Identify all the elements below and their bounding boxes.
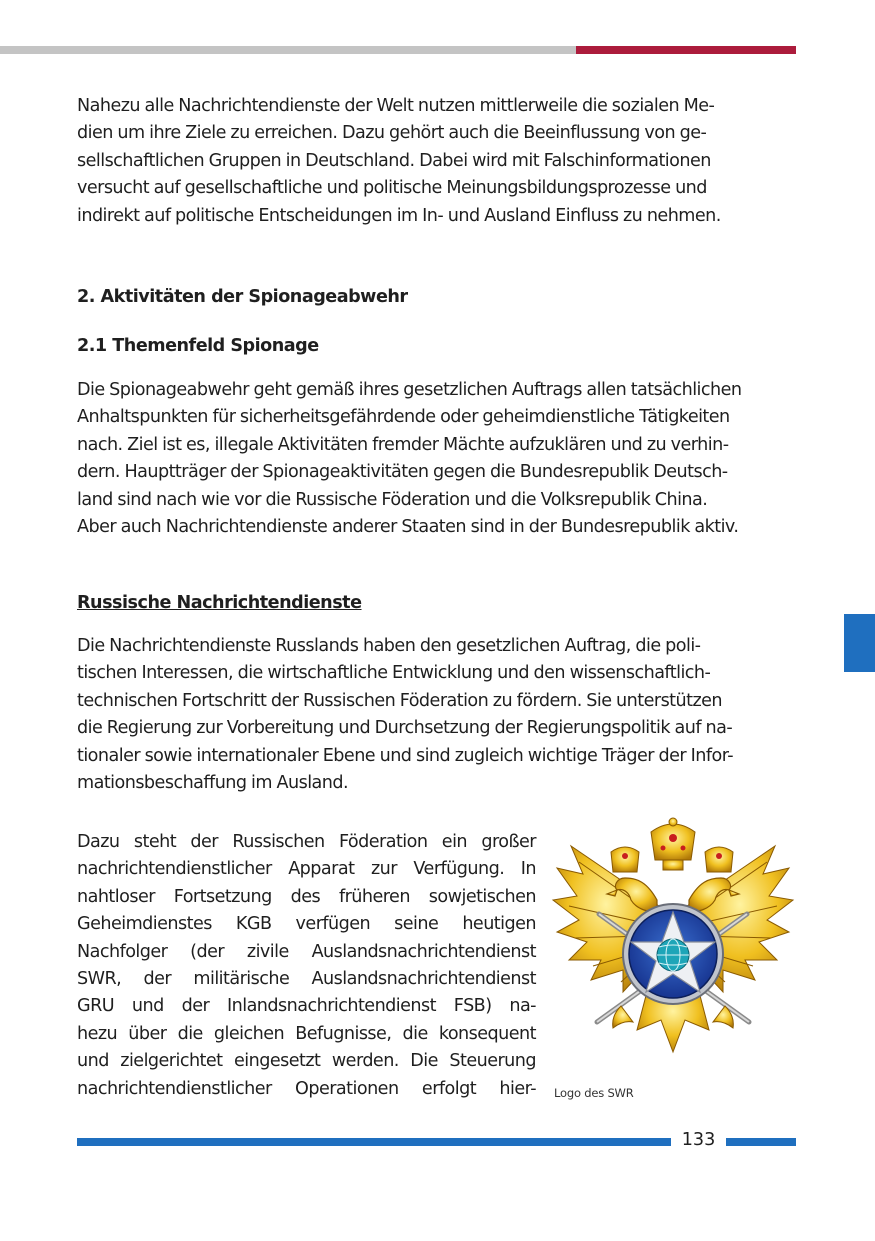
footer-rule-right bbox=[726, 1138, 796, 1146]
footer-rule-left bbox=[77, 1138, 671, 1146]
text-line: nach. Ziel ist es, illegale Aktivitäten fremder Mächte aufzuklären und zu verhin- bbox=[77, 434, 729, 455]
text-line: mationsbeschaffung im Ausland. bbox=[77, 773, 349, 794]
text-line: indirekt auf politische Entscheidungen im In- und Ausland Einfluss zu nehmen. bbox=[77, 205, 721, 226]
russian-services-paragraph bbox=[77, 633, 796, 797]
text-line: Nachfolger (der zivile Auslandsnachrichtendienst bbox=[77, 941, 536, 962]
text-line: Die Spionageabwehr geht gemäß ihres gesetzlichen Auftrags allen tatsächlichen bbox=[77, 380, 742, 400]
text-line: versucht auf gesellschaftliche und politische Meinungsbildungsprozesse und bbox=[77, 178, 707, 199]
text-line: SWR, der militärische Auslandsnachrichtendienst bbox=[77, 969, 536, 990]
text-line: dien um ihre Ziele zu erreichen. Dazu gehört auch die Beeinflussung von ge- bbox=[77, 123, 707, 144]
text-line: nachrichtendienstlicher Apparat zur Verfügung. In bbox=[77, 859, 536, 880]
text-line: technischen Fortschritt der Russischen Föderation zu fördern. Sie unterstützen bbox=[77, 690, 723, 711]
text-line: Geheimdienstes KGB verfügen seine heutigen bbox=[77, 914, 536, 935]
section-heading: 2. Aktivitäten der Spionageabwehr bbox=[77, 287, 408, 307]
text-line: sellschaftlichen Gruppen in Deutschland. Dabei wird mit Falschinformationen bbox=[77, 150, 711, 171]
text-line: land sind nach wie vor die Russische Föderation und die Volksrepublik China. bbox=[77, 489, 708, 510]
russian-apparatus-paragraph bbox=[77, 829, 536, 1103]
text-line: GRU und der Inlandsnachrichtendienst FSB) na- bbox=[77, 996, 536, 1017]
text-line: nahtloser Fortsetzung des früheren sowjetischen bbox=[77, 886, 536, 907]
intro-paragraph bbox=[77, 93, 796, 230]
text-line: dern. Hauptträger der Spionageaktivitäten gegen die Bundesrepublik Deutsch- bbox=[77, 462, 728, 483]
swr-emblem-icon bbox=[551, 816, 795, 1074]
text-line: Anhaltspunkten für sicherheitsgefährdende oder geheimdienstliche Tätigkeiten bbox=[77, 407, 730, 428]
text-line: Nahezu alle Nachrichtendienste der Welt nutzen mittlerweile die sozialen Me- bbox=[77, 96, 715, 116]
figure-caption: Logo des SWR bbox=[554, 1086, 634, 1100]
chapter-tab-marker bbox=[844, 614, 875, 672]
spionage-paragraph bbox=[77, 377, 796, 541]
text-line: Dazu steht der Russischen Föderation ein großer bbox=[77, 832, 536, 852]
russian-services-heading: Russische Nachrichtendienste bbox=[77, 593, 362, 613]
subsection-heading: 2.1 Themenfeld Spionage bbox=[77, 336, 319, 356]
text-line: die Regierung zur Vorbereitung und Durchsetzung der Regierungspolitik auf na- bbox=[77, 718, 733, 739]
text-line: Die Nachrichtendienste Russlands haben den gesetzlichen Auftrag, die poli- bbox=[77, 636, 701, 656]
header-rule-accent bbox=[576, 46, 796, 54]
text-line: tionaler sowie internationaler Ebene und sind zugleich wichtige Träger der Infor- bbox=[77, 745, 734, 766]
text-line: hezu über die gleichen Befugnisse, die konsequent bbox=[77, 1023, 536, 1044]
text-line: Aber auch Nachrichtendienste anderer Staaten sind in der Bundesrepublik aktiv. bbox=[77, 517, 739, 538]
header-rule-gray bbox=[0, 46, 576, 54]
text-line: und zielgerichtet eingesetzt werden. Die Steuerung bbox=[77, 1051, 536, 1072]
text-line: nachrichtendienstlicher Operationen erfolgt hier- bbox=[77, 1078, 536, 1099]
page-number: 133 bbox=[681, 1130, 716, 1150]
text-line: tischen Interessen, die wirtschaftliche Entwicklung und den wissenschaftlich- bbox=[77, 663, 711, 684]
